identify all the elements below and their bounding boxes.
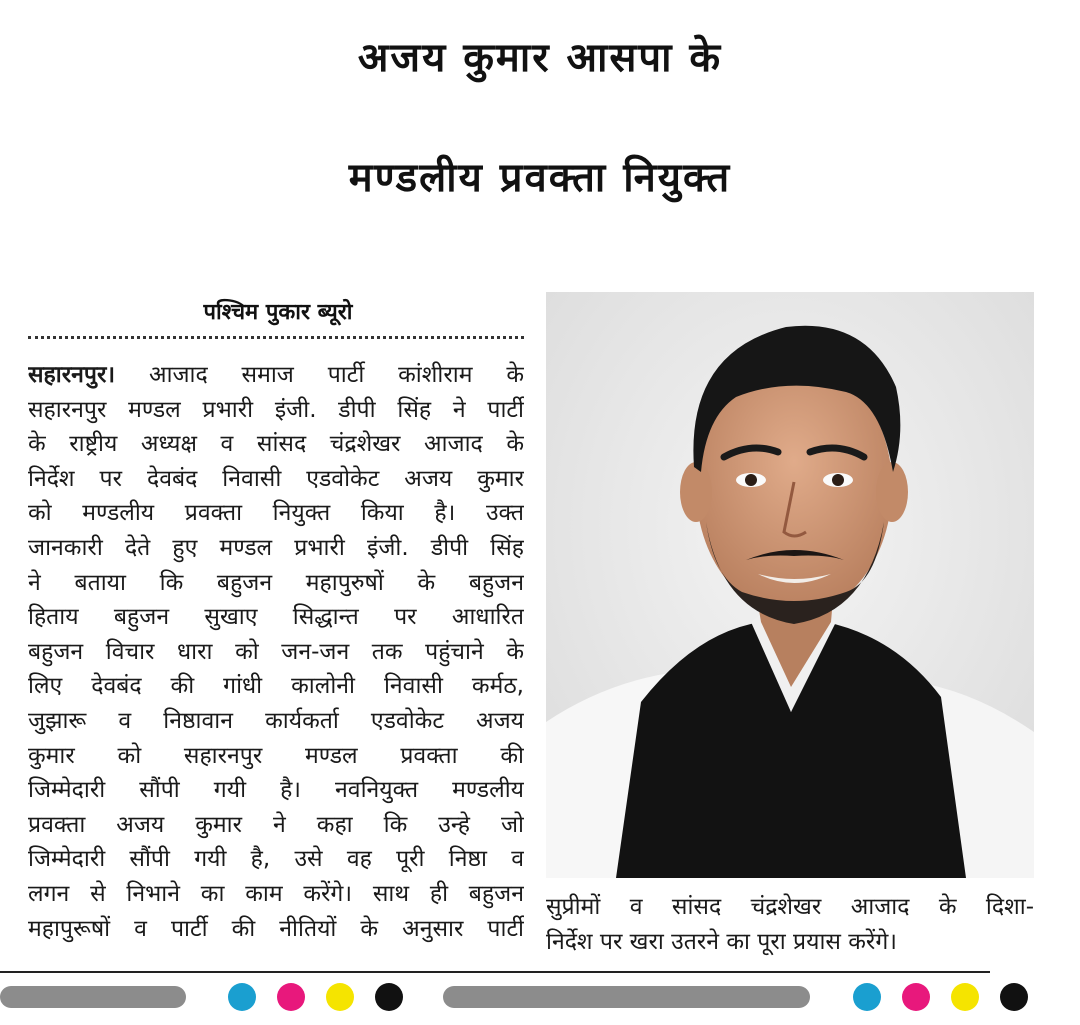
footer-gray-bar [443,986,810,1008]
article-line: जिम्मेदारी सौंपी गयी है। नवनियुक्त मण्डलीय [28,777,524,804]
article-line: लिए देवबंद की गांधी कालोनी निवासी कर्मठ, [28,673,524,700]
article-line: हिताय बहुजन सुखाए सिद्धान्त पर आधारित [28,604,524,631]
article-line: जिम्मेदारी सौंपी गयी है, उसे वह पूरी निष्ठा व [28,846,524,873]
article-line [28,358,524,393]
dateline: सहारनपुर। [28,362,116,388]
magenta-registration-dot [902,983,930,1011]
article-line: लगन से निभाने का काम करेंगे। साथ ही बहुजन [28,880,524,907]
dotted-divider [28,336,524,339]
caption-line: निर्देश पर खरा उतरने का पूरा प्रयास करेंगे। [546,928,898,955]
headline-line-2: मण्डलीय प्रवक्ता नियुक्त [348,155,732,201]
article-line: ने बताया कि बहुजन महापुरुषों के बहुजन [28,569,524,596]
article-line: बहुजन विचार धारा को जन-जन तक पहुंचाने के [28,638,524,665]
yellow-registration-dot [326,983,354,1011]
black-registration-dot [1000,983,1028,1011]
cyan-registration-dot [853,983,881,1011]
footer-gray-bar [0,986,186,1008]
article-line: महापुरूषों व पार्टी की नीतियों के अनुसार पार्टी [28,915,524,942]
cyan-registration-dot [228,983,256,1011]
caption-line: सुप्रीमों व सांसद चंद्रशेखर आजाद के दिशा- [546,894,1034,920]
yellow-registration-dot [951,983,979,1011]
article-line: निर्देश पर देवबंद निवासी एडवोकेट अजय कुमार [28,465,524,492]
article-line-rest: आजाद समाज पार्टी कांशीराम के [148,362,524,388]
headline-line-1: अजय कुमार आसपा के [357,35,723,81]
magenta-registration-dot [277,983,305,1011]
article-line: प्रवक्ता अजय कुमार ने कहा कि उन्हे जो [28,811,524,838]
photo-caption [546,890,1034,959]
article-line: जानकारी देते हुए मण्डल प्रभारी इंजी. डीपी सिंह [28,534,524,561]
portrait-photo [546,292,1034,878]
article-body [28,358,524,946]
article-line: कुमार को सहारनपुर मण्डल प्रवक्ता की [28,742,524,769]
article-line: के राष्ट्रीय अध्यक्ष व सांसद चंद्रशेखर आजाद के [28,431,524,458]
article-line: जुझारू व निष्ठावान कार्यकर्ता एडवोकेट अजय [28,707,524,734]
article-line: को मण्डलीय प्रवक्ता नियुक्त किया है। उक्त [28,500,524,527]
portrait-illustration [546,292,1034,878]
black-registration-dot [375,983,403,1011]
article-line: सहारनपुर मण्डल प्रभारी इंजी. डीपी सिंह ने पार्टी [28,396,524,423]
footer-rule [0,971,990,973]
byline: पश्चिम पुकार ब्यूरो [203,300,353,325]
